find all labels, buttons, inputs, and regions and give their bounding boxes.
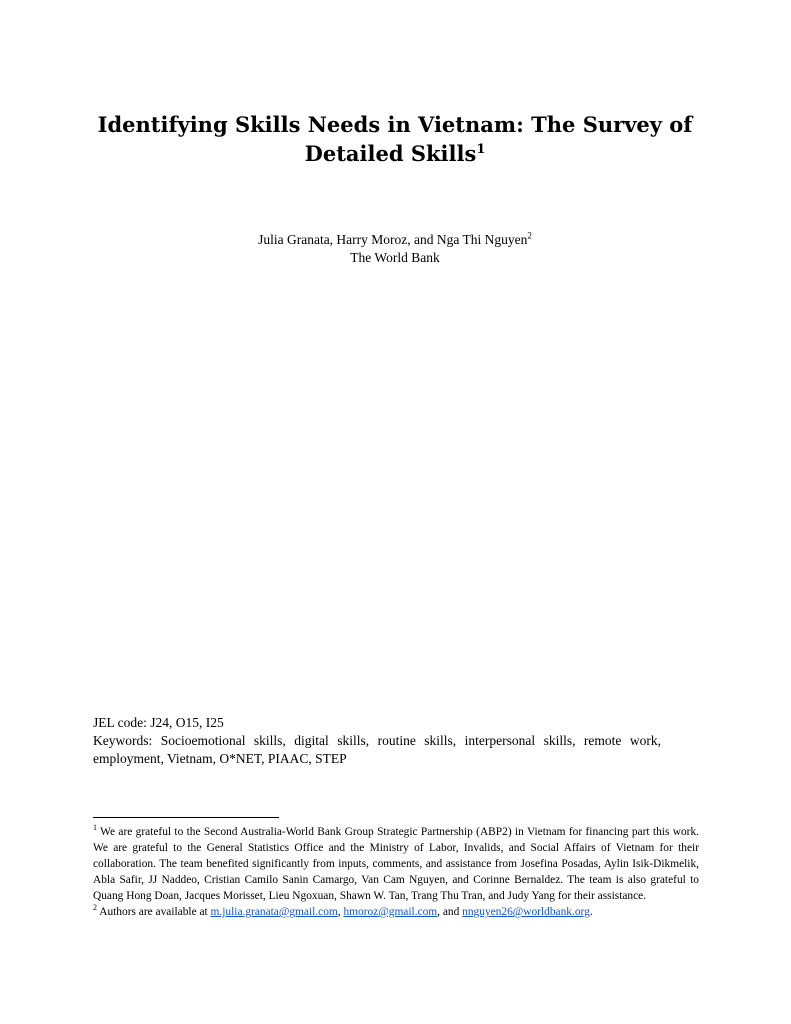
footnote-2 [93, 904, 699, 920]
author-affiliation: The World Bank [350, 250, 440, 265]
footnote-1-text: We are grateful to the Second Australia-World Bank Group Strategic Partnership (ABP2) in Vietnam for financing part this work. We are grateful to the General Statistics Office and the Ministry of Labor, Invalids, and Social Affairs of Vietnam for their collaboration. The team benefited significantly from inputs, comments, and assistance from Josefina Posadas, Aylin Isik-Dikmelik, Abla Safir, JJ Naddeo, Cristian Camilo Sanin Camargo, Van Cam Nguyen, and Corinne Bernaldez. The team is also grateful to Quang Hong Doan, Jacques Morisset, Lieu Ngoxuan, Shawn W. Tan, Trang Thu Tran, and Judy Yang for their assistance. [93, 826, 699, 902]
title-footnote-mark[interactable]: 1 [476, 142, 486, 157]
email-link-granata[interactable]: m.julia.granata@gmail.com [210, 906, 338, 918]
author-footnote-mark[interactable]: 2 [527, 230, 532, 241]
footnote-2-prefix: Authors are available at [97, 906, 211, 918]
email-link-moroz[interactable]: hmoroz@gmail.com [343, 906, 438, 918]
footnote-2-sep-2: , and [437, 906, 463, 918]
footnotes [93, 824, 699, 920]
author-block [95, 231, 695, 267]
paper-title-line-2 [95, 139, 695, 168]
footnote-2-sep-1: , [337, 906, 344, 918]
footnote-2-suffix: . [589, 906, 593, 918]
jel-codes: JEL code: J24, O15, I25 [93, 715, 224, 730]
paper-title-line-2-text: Detailed Skills [304, 141, 477, 166]
footnote-1-mark: 1 [93, 823, 97, 833]
email-link-nguyen[interactable]: nnguyen26@worldbank.org [462, 906, 590, 918]
footnote-1 [93, 824, 699, 904]
footnote-2-mark: 2 [93, 903, 97, 913]
author-names: Julia Granata, Harry Moroz, and Nga Thi Nguyen [258, 232, 528, 247]
keywords: Keywords: Socioemotional skills, digital skills, routine skills, interpersonal skills, remote work, employment, Vietnam, O*NET, PIAAC, STEP [93, 733, 661, 766]
paper-title [95, 110, 695, 168]
author-names-line [95, 231, 695, 249]
footnote-divider [93, 817, 279, 818]
paper-title-line-1: Identifying Skills Needs in Vietnam: The Survey of [97, 112, 693, 137]
